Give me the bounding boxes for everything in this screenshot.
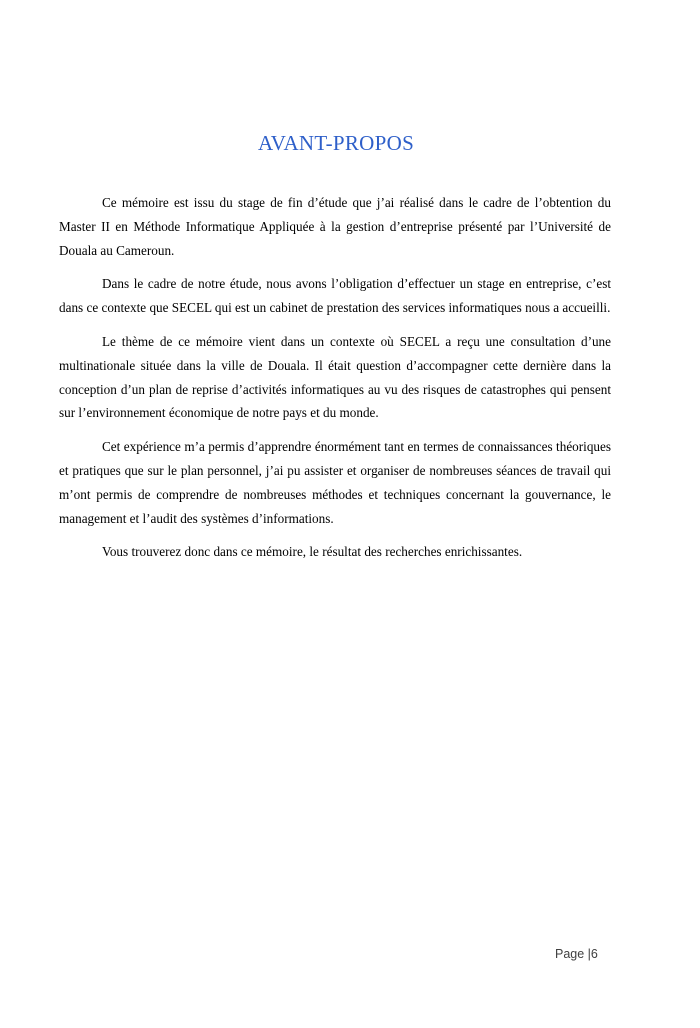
page-title: AVANT-PROPOS — [257, 131, 415, 155]
paragraph-4: Cet expérience m’a permis d’apprendre énormément tant en termes de connaissances théoriques et pratiques que sur le plan personnel, j’ai pu assister et organiser de nombreuses séances de travail qui m’ont permis de comprendre de nombreuses méthodes et techniques concernant la gouvernance, le management et l’audit des systèmes d’informations. — [59, 439, 611, 526]
paragraph-1: Ce mémoire est issu du stage de fin d’étude que j’ai réalisé dans le cadre de l’obtention du Master II en Méthode Informatique Appliquée à la gestion d’entreprise présenté par l’Université de Douala au Cameroun. — [59, 195, 611, 258]
paragraph-5: Vous trouverez donc dans ce mémoire, le résultat des recherches enrichissantes. — [102, 544, 523, 560]
page-number: Page |6 — [555, 947, 598, 961]
paragraph-2: Dans le cadre de notre étude, nous avons l’obligation d’effectuer un stage en entreprise, c’est dans ce contexte que SECEL qui est un cabinet de prestation des services informatiques nous a accueilli. — [59, 276, 611, 316]
body-text — [59, 191, 611, 574]
paragraph-3: Le thème de ce mémoire vient dans un contexte où SECEL a reçu une consultation d’une multinationale située dans la ville de Douala. Il était question d’accompagner cette dernière dans la conception d’un plan de reprise d’activités informatiques au vu des risques de catastrophes qui pensent sur l’environnement économique de notre pays et du monde. — [59, 333, 611, 421]
